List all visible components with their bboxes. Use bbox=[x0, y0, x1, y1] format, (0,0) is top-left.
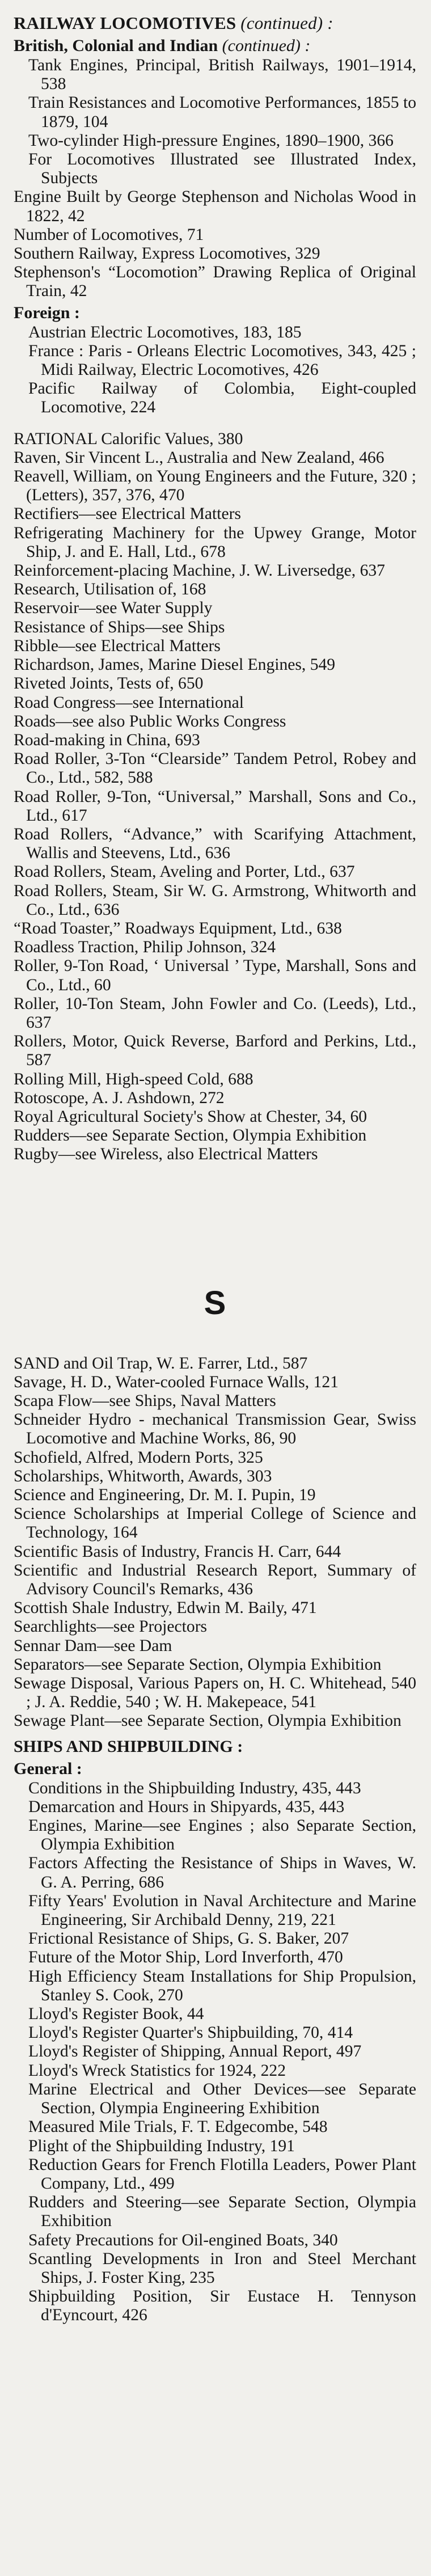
british-entries bbox=[14, 56, 416, 301]
index-entry: Separators—see Separate Section, Olympia Exhibition bbox=[14, 1655, 382, 1674]
index-entry: Shipbuilding Position, Sir Eustace H. Tennyson d'Eyncourt, 426 bbox=[28, 2287, 416, 2325]
index-entry: Scottish Shale Industry, Edwin M. Baily, 471 bbox=[14, 1599, 317, 1618]
index-entry: Rolling Mill, High-speed Cold, 688 bbox=[14, 1070, 253, 1088]
index-entry: Demarcation and Hours in Shipyards, 435, 443 bbox=[28, 1797, 345, 1816]
index-entry: Austrian Electric Locomotives, 183, 185 bbox=[28, 323, 302, 341]
index-entry: Road-making in China, 693 bbox=[14, 730, 200, 749]
index-entry: Rugby—see Wireless, also Electrical Matters bbox=[14, 1145, 318, 1164]
index-entry: Scholarships, Whitworth, Awards, 303 bbox=[14, 1467, 272, 1485]
index-entry: Road Roller, 3-Ton “Clearside” Tandem Petrol, Robey and Co., Ltd., 582, 588 bbox=[14, 750, 416, 787]
index-entry: Fifty Years' Evolution in Naval Architecture and Marine Engineering, Sir Archibald Denny, 219, 221 bbox=[28, 1891, 416, 1929]
s-entries bbox=[14, 1354, 416, 1731]
index-entry: Scientific Basis of Industry, Francis H. Carr, 644 bbox=[14, 1542, 341, 1561]
index-entry: Road Congress—see International bbox=[14, 693, 244, 712]
index-entry: Riveted Joints, Tests of, 650 bbox=[14, 674, 204, 693]
index-entry: Road Roller, 9-Ton, “Universal,” Marshall, Sons and Co., Ltd., 617 bbox=[14, 787, 416, 825]
index-entry: Engines, Marine—see Engines ; also Separate Section, Olympia Exhibition bbox=[28, 1817, 416, 1854]
subheading-general: General : bbox=[14, 1759, 82, 1778]
ships-entries bbox=[14, 1779, 416, 2325]
index-entry: SAND and Oil Trap, W. E. Farrer, Ltd., 587 bbox=[14, 1354, 308, 1373]
index-entry: Science and Engineering, Dr. M. I. Pupin, 19 bbox=[14, 1486, 316, 1504]
subheading-foreign: Foreign : bbox=[14, 303, 80, 322]
index-entry: Reduction Gears for French Flotilla Leaders, Power Plant Company, Ltd., 499 bbox=[28, 2155, 416, 2193]
section-heading-railway-locomotives bbox=[14, 12, 416, 34]
index-entry: Royal Agricultural Society's Show at Chester, 34, 60 bbox=[14, 1107, 367, 1126]
index-entry: Research, Utilisation of, 168 bbox=[14, 580, 206, 599]
index-entry: Two-cylinder High-pressure Engines, 1890–1900, 366 bbox=[28, 131, 394, 150]
index-entry: Safety Precautions for Oil-engined Boats, 340 bbox=[28, 2231, 338, 2249]
index-entry: Number of Locomotives, 71 bbox=[14, 225, 204, 244]
index-entry: Schofield, Alfred, Modern Ports, 325 bbox=[14, 1448, 263, 1467]
subheading-title: British, Colonial and Indian bbox=[14, 36, 218, 55]
index-entry: Savage, H. D., Water-cooled Furnace Walls, 121 bbox=[14, 1373, 339, 1391]
index-entry: Resistance of Ships—see Ships bbox=[14, 618, 225, 636]
index-entry: Plight of the Shipbuilding Industry, 191 bbox=[28, 2136, 295, 2155]
index-entry: Searchlights—see Projectors bbox=[14, 1618, 208, 1636]
index-entry: RATIONAL Calorific Values, 380 bbox=[14, 429, 243, 448]
index-entry: Sennar Dam—see Dam bbox=[14, 1636, 172, 1655]
index-entry: Schneider Hydro - mechanical Transmission Gear, Swiss Locomotive and Machine Works, 86, 90 bbox=[14, 1411, 416, 1448]
index-entry: Sewage Plant—see Separate Section, Olympia Exhibition bbox=[14, 1712, 402, 1730]
index-entry: High Efficiency Steam Installations for Ship Propulsion, Stanley S. Cook, 270 bbox=[28, 1967, 416, 2004]
index-entry: “Road Toaster,” Roadways Equipment, Ltd., 638 bbox=[14, 919, 342, 938]
index-entry: Rectifiers—see Electrical Matters bbox=[14, 505, 241, 523]
index-entry: Ribble—see Electrical Matters bbox=[14, 636, 221, 655]
foreign-entries bbox=[14, 323, 416, 417]
index-entry: Factors Affecting the Resistance of Ships in Waves, W. G. A. Perring, 686 bbox=[28, 1854, 416, 1891]
index-entry: Rudders—see Separate Section, Olympia Exhibition bbox=[14, 1126, 367, 1145]
index-entry: Southern Railway, Express Locomotives, 329 bbox=[14, 244, 320, 263]
index-entry: Reservoir—see Water Supply bbox=[14, 599, 213, 618]
index-entry: Engine Built by George Stephenson and Nicholas Wood in 1822, 42 bbox=[14, 188, 416, 225]
index-entry: Train Resistances and Locomotive Performances, 1855 to 1879, 104 bbox=[28, 94, 416, 131]
index-entry: Reinforcement-placing Machine, J. W. Liversedge, 637 bbox=[14, 561, 385, 580]
index-entry: Roadless Traction, Philip Johnson, 324 bbox=[14, 938, 276, 957]
index-entry: For Locomotives Illustrated see Illustrated Index, Subjects bbox=[28, 150, 416, 188]
heading-continued: (continued) : bbox=[240, 13, 333, 33]
index-entry: Roads—see also Public Works Congress bbox=[14, 712, 286, 730]
index-entry: Lloyd's Register Book, 44 bbox=[28, 2005, 204, 2024]
index-entry: Tank Engines, Principal, British Railways, 1901–1914, 538 bbox=[28, 56, 416, 94]
index-entry: Richardson, James, Marine Diesel Engines, 549 bbox=[14, 656, 336, 674]
index-entry: Scantling Developments in Iron and Steel Merchant Ships, J. Foster King, 235 bbox=[28, 2249, 416, 2287]
index-entry: Pacific Railway of Colombia, Eight-coupled Locomotive, 224 bbox=[28, 379, 416, 417]
index-entry: Sewage Disposal, Various Papers on, H. C. Whitehead, 540 ; J. A. Reddie, 540 ; W. H. Makepeace, 541 bbox=[14, 1674, 416, 1712]
index-entry: Frictional Resistance of Ships, G. S. Baker, 207 bbox=[28, 1929, 349, 1948]
index-entry: Road Rollers, “Advance,” with Scarifying Attachment, Wallis and Steevens, Ltd., 636 bbox=[14, 825, 416, 863]
index-entry: Roller, 10-Ton Steam, John Fowler and Co. (Leeds), Ltd., 637 bbox=[14, 994, 416, 1032]
r-entries bbox=[14, 430, 416, 1164]
index-entry: France : Paris - Orleans Electric Locomotives, 343, 425 ; Midi Railway, Electric Locomotives, 426 bbox=[28, 341, 416, 379]
index-entry: Scapa Flow—see Ships, Naval Matters bbox=[14, 1391, 276, 1410]
heading-title: RAILWAY LOCOMOTIVES bbox=[14, 13, 236, 33]
index-entry: Roller, 9-Ton Road, ‘ Universal ’ Type, Marshall, Sons and Co., Ltd., 60 bbox=[14, 957, 416, 994]
index-entry: Measured Mile Trials, F. T. Edgecombe, 548 bbox=[28, 2118, 328, 2136]
index-entry: Rollers, Motor, Quick Reverse, Barford and Perkins, Ltd., 587 bbox=[14, 1032, 416, 1070]
index-entry: Science Scholarships at Imperial College of Science and Technology, 164 bbox=[14, 1505, 416, 1542]
index-entry: Refrigerating Machinery for the Upwey Grange, Motor Ship, J. and E. Hall, Ltd., 678 bbox=[14, 523, 416, 561]
subheading-british bbox=[14, 35, 416, 56]
index-entry: Lloyd's Register Quarter's Shipbuilding, 70, 414 bbox=[28, 2024, 353, 2042]
index-entry: Road Rollers, Steam, Sir W. G. Armstrong, Whitworth and Co., Ltd., 636 bbox=[14, 881, 416, 919]
subheading-continued: (continued) : bbox=[222, 36, 311, 55]
index-entry: Conditions in the Shipbuilding Industry, 435, 443 bbox=[28, 1779, 361, 1797]
index-entry: Marine Electrical and Other Devices—see Separate Section, Olympia Engineering Exhibition bbox=[28, 2080, 416, 2118]
index-entry: Rotoscope, A. J. Ashdown, 272 bbox=[14, 1088, 225, 1107]
index-entry: Road Rollers, Steam, Aveling and Porter, Ltd., 637 bbox=[14, 863, 355, 881]
section-letter-s: S bbox=[204, 1284, 226, 1321]
index-entry: Scientific and Industrial Research Report, Summary of Advisory Council's Remarks, 436 bbox=[14, 1561, 416, 1599]
index-entry: Lloyd's Wreck Statistics for 1924, 222 bbox=[28, 2061, 286, 2080]
index-entry: Stephenson's “Locomotion” Drawing Replica of Original Train, 42 bbox=[14, 263, 416, 301]
index-entry: Future of the Motor Ship, Lord Inverforth, 470 bbox=[28, 1948, 343, 1967]
index-entry: Raven, Sir Vincent L., Australia and New Zealand, 466 bbox=[14, 448, 384, 467]
index-entry: Reavell, William, on Young Engineers and the Future, 320 ; (Letters), 357, 376, 470 bbox=[14, 467, 416, 505]
index-entry: Lloyd's Register of Shipping, Annual Report, 497 bbox=[28, 2042, 362, 2061]
index-entry: Rudders and Steering—see Separate Section, Olympia Exhibition bbox=[28, 2193, 416, 2231]
section-heading-ships: SHIPS AND SHIPBUILDING : bbox=[14, 1737, 243, 1756]
